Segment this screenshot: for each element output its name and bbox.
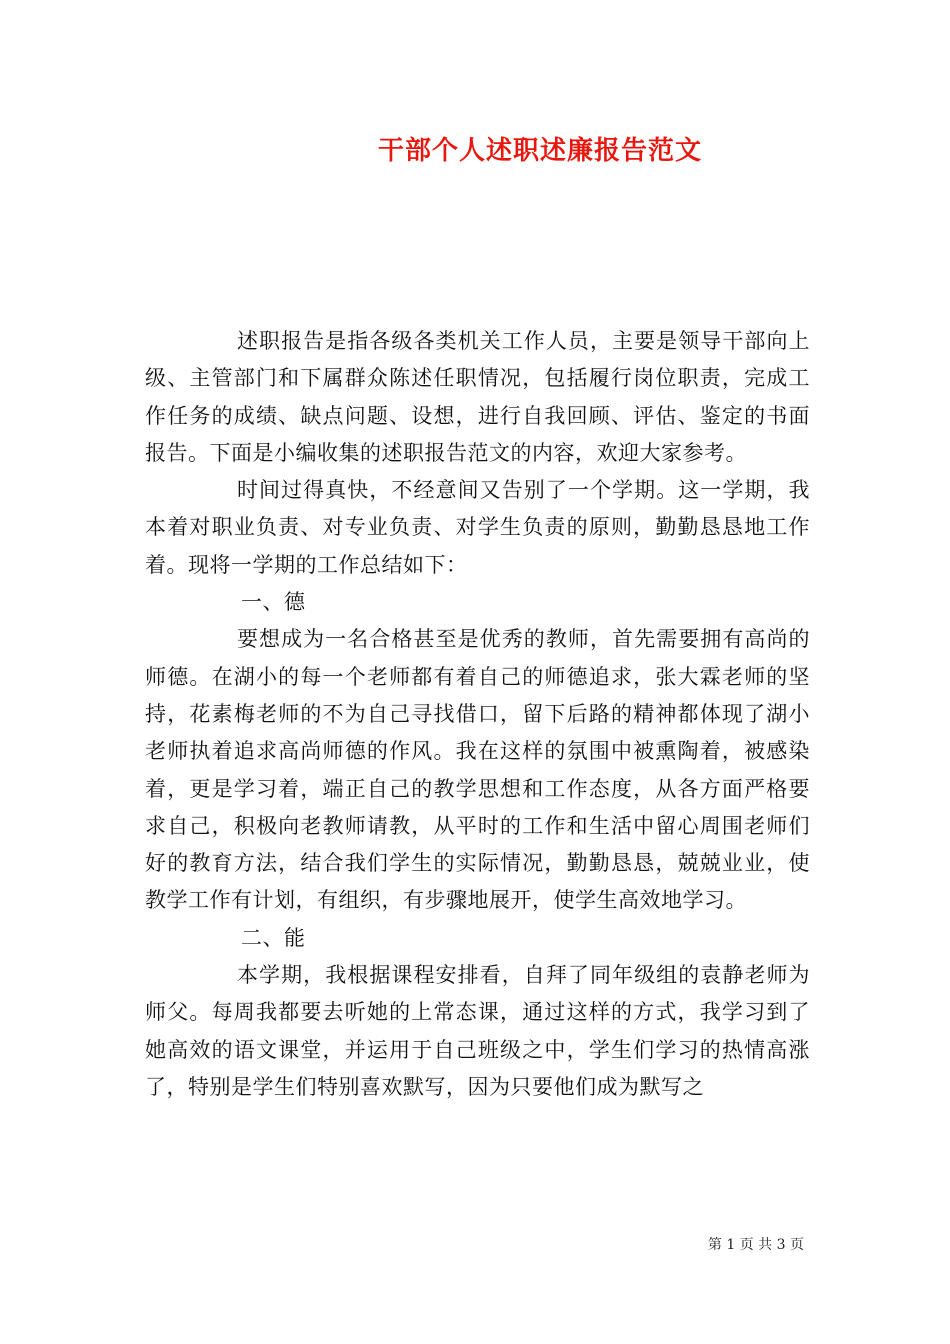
page-number-footer: 第 1 页 共 3 页 [707,1237,804,1253]
document-body [145,323,810,1106]
section-heading-de: 一、德 [241,590,306,615]
paragraph-neng: 本学期，我根据课程安排看，自拜了同年级组的袁静老师为师父。每周我都要去听她的上常态课，通过这样的方式，我学习到了她高效的语文课堂，并运用于自己班级之中，学生们学习的热情高涨了，特别是学生们特别喜欢默写，因为只要他们成为默写之 [145,963,810,1099]
section-heading-neng: 二、能 [241,925,306,950]
document-title: 干部个人述职述廉报告范文 [377,136,702,166]
paragraph-de: 要想成为一名合格甚至是优秀的教师，首先需要拥有高尚的师德。在湖小的每一个老师都有着自己的师德追求，张大霖老师的坚持，花素梅老师的不为自己寻找借口，留下后路的精神都体现了湖小老师执着追求高尚师德的作风。我在这样的氛围中被熏陶着，被感染着，更是学习着，端正自己的教学思想和工作态度，从各方面严格要求自己，积极向老教师请教，从平时的工作和生活中留心周围老师们好的教育方法，结合我们学生的实际情况，勤勤恳恳，兢兢业业，使教学工作有计划，有组织，有步骤地展开，使学生高效地学习。 [145,627,810,913]
paragraph-intro: 述职报告是指各级各类机关工作人员，主要是领导干部向上级、主管部门和下属群众陈述任职情况，包括履行岗位职责，完成工作任务的成绩、缺点问题、设想，进行自我回顾、评估、鉴定的书面报告。下面是小编收集的述职报告范文的内容，欢迎大家参考。 [145,329,810,465]
paragraph-summary: 时间过得真快，不经意间又告别了一个学期。这一学期，我本着对职业负责、对专业负责、对学生负责的原则，勤勤恳恳地工作着。现将一学期的工作总结如下： [145,478,810,577]
